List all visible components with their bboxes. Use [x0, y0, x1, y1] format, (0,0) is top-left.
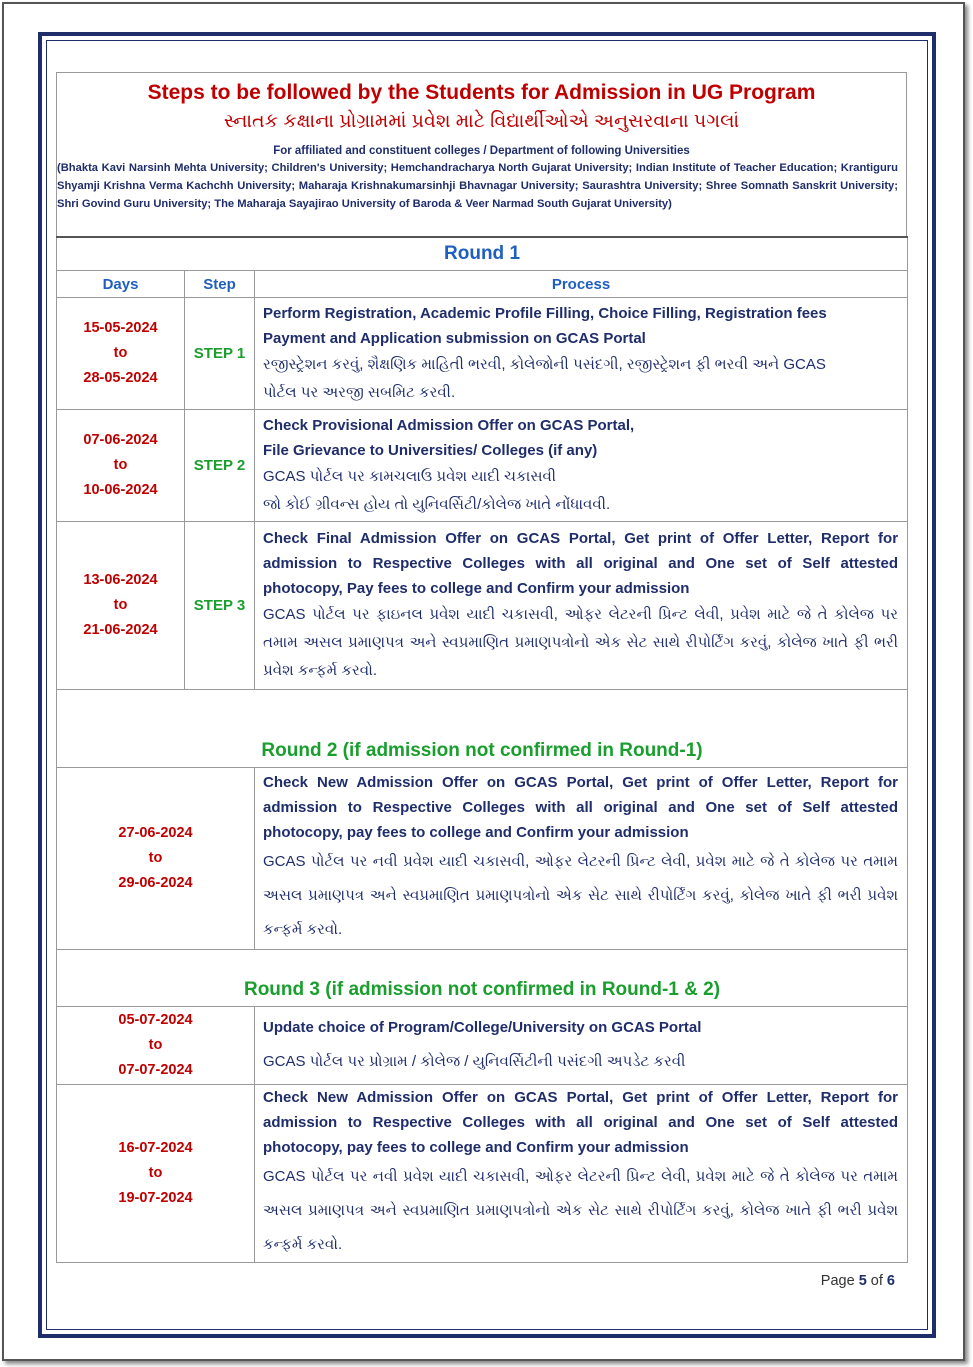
process-cell: [255, 1007, 908, 1085]
process-cell: [255, 768, 908, 950]
date-range: [57, 522, 185, 690]
table-row: [57, 298, 908, 410]
date-from: 07-06-2024: [83, 432, 158, 448]
page-current: 5: [858, 1273, 867, 1289]
process-english-text: Update choice of Program/College/University on GCAS Portal: [263, 1019, 702, 1036]
date-from: 16-07-2024: [118, 1140, 193, 1156]
round2-title: Round 2 (if admission not confirmed in Round-1): [57, 735, 908, 768]
process-english-text: Check New Admission Offer on GCAS Portal, Get print of Offer Letter, Report for admission to Respective Colleges with all original and One set of Self attested photocopy, pay fees to college and Confirm your admission: [263, 1089, 899, 1156]
table-row: [57, 410, 908, 522]
process-english-line: Check Provisional Admission Offer on GCAS Portal,: [263, 416, 635, 434]
step-label: STEP 2: [185, 410, 255, 522]
date-to: 07-07-2024: [118, 1062, 193, 1078]
process-gujarati-line: જો કોઈ ગ્રીવન્સ હોય તો યુનિવર્સિટી/કોલેજ ખાતે નોંધાવવી.: [263, 495, 611, 513]
process-english-line: File Grievance to Universities/ Colleges (if any): [263, 441, 598, 459]
university-list: (Bhakta Kavi Narsinh Mehta University; Children's University; Hemchandracharya North Gujarat University; Indian Institute of Teacher Education; Krantiguru Shyamji Krishna Verma Kachchh University; Maharaja Krishnakumarsinhji Bhavnagar University; Saurashtra University; Shree Somnath Sanskrit University; Shri Govind Guru University; The Maharaja Sayajirao University of Baroda & Veer Narmad South Gujarat University): [57, 162, 898, 210]
process-cell: [255, 298, 908, 410]
page-label: Page: [820, 1273, 855, 1289]
date-range: [57, 298, 185, 410]
process-english-line: Perform Registration, Academic Profile Filling, Choice Filling, Registration fees: [263, 304, 827, 322]
subtitle: For affiliated and constituent colleges / Department of following Universities: [273, 145, 690, 157]
step-label: STEP 3: [185, 522, 255, 690]
process-english-text: Check Final Admission Offer on GCAS Portal, Get print of Offer Letter, Report for admission to Respective Colleges with all original and One set of Self attested photocopy, Pay fees to college and Confirm your admission: [263, 530, 899, 597]
process-cell: [255, 410, 908, 522]
date-range: [57, 1007, 255, 1085]
of-label: of: [870, 1273, 883, 1289]
date-to-label: to: [148, 1165, 163, 1181]
date-to-label: to: [113, 457, 128, 473]
date-to-label: to: [148, 850, 163, 866]
page-number: [821, 1273, 895, 1289]
process-cell: [255, 522, 908, 690]
title-gujarati: સ્નાતક કક્ષાના પ્રોગ્રામમાં પ્રવેશ માટે વિદ્યાર્થીઓએ અનુસરવાના પગલાં: [223, 111, 740, 132]
process-gujarati-text: GCAS પોર્ટલ પર પ્રોગ્રામ / કોલેજ / યુનિવર્સિટીની પસંદગી અપડેટ કરવી: [263, 1053, 686, 1070]
column-header-process: Process: [255, 271, 908, 298]
column-header-step: Step: [185, 271, 255, 298]
date-from: 05-07-2024: [118, 1012, 193, 1028]
process-english-text: Check New Admission Offer on GCAS Portal, Get print of Offer Letter, Report for admission to Respective Colleges with all original and One set of Self attested photocopy, pay fees to college and Confirm your admission: [263, 774, 899, 841]
date-to-label: to: [148, 1037, 163, 1053]
document-content: [56, 72, 907, 1263]
table-row: [57, 1007, 908, 1085]
table-row: [57, 768, 908, 950]
spacer-row: [57, 950, 908, 975]
round3-title: Round 3 (if admission not confirmed in Round-1 & 2): [57, 974, 908, 1007]
process-gujarati-text: GCAS પોર્ટલ પર નવી પ્રવેશ યાદી ચકાસવી, ઓફર લેટરની પ્રિન્ટ લેવી, પ્રવેશ માટે જે તે કોલેજ પર તમામ અસલ પ્રમાણપત્ર અને સ્વપ્રમાણિત પ્રમાણપત્રોનો એક સેટ સાથે રીપોર્ટિંગ કરવું, કોલેજ ખાતે ફી ભરી પ્રવેશ કન્ફર્મ કરવો.: [263, 1168, 899, 1253]
round1-title: Round 1: [57, 237, 908, 271]
process-english-line: Payment and Application submission on GCAS Portal: [263, 329, 646, 347]
date-to-label: to: [113, 597, 128, 613]
admission-steps-table: [56, 236, 908, 1263]
date-to: 10-06-2024: [83, 482, 158, 498]
date-to: 21-06-2024: [83, 622, 158, 638]
table-row: [57, 1085, 908, 1263]
date-to: 19-07-2024: [118, 1190, 193, 1206]
process-cell: [255, 1085, 908, 1263]
date-range: [57, 768, 255, 950]
date-from: 13-06-2024: [83, 572, 158, 588]
process-gujarati-line: રજીસ્ટ્રેશન કરવું, શૈક્ષણિક માહિતી ભરવી, કોલેજોની પસંદગી, રજીસ્ટ્રેશન ફી ભરવી અને GCAS: [263, 355, 826, 373]
process-gujarati-text: GCAS પોર્ટલ પર ફાઇનલ પ્રવેશ યાદી ચકાસવી, ઓફર લેટરની પ્રિન્ટ લેવી, પ્રવેશ માટે જે તે કોલેજ પર તમામ અસલ પ્રમાણપત્ર અને સ્વપ્રમાણિત પ્રમાણપત્રોનો એક સેટ સાથે રીપોર્ટિંગ કરવું, કોલેજ ખાતે ફી ભરી પ્રવેશ કન્ફર્મ કરવો.: [263, 606, 899, 679]
date-to: 29-06-2024: [118, 875, 193, 891]
title-english: Steps to be followed by the Students for Admission in UG Program: [147, 81, 816, 104]
step-label: STEP 1: [185, 298, 255, 410]
date-to-label: to: [113, 345, 128, 361]
date-range: [57, 410, 185, 522]
page-total: 6: [886, 1273, 895, 1289]
date-from: 27-06-2024: [118, 825, 193, 841]
date-range: [57, 1085, 255, 1263]
header-section: [56, 72, 907, 236]
process-gujarati-text: GCAS પોર્ટલ પર નવી પ્રવેશ યાદી ચકાસવી, ઓફર લેટરની પ્રિન્ટ લેવી, પ્રવેશ માટે જે તે કોલેજ પર તમામ અસલ પ્રમાણપત્ર અને સ્વપ્રમાણિત પ્રમાણપત્રોનો એક સેટ સાથે રીપોર્ટિંગ કરવું, કોલેજ ખાતે ફી ભરી પ્રવેશ કન્ફર્મ કરવો.: [263, 853, 899, 938]
column-header-days: Days: [57, 271, 185, 298]
process-gujarati-line: પોર્ટલ પર અરજી સબમિટ કરવી.: [263, 383, 456, 401]
table-row: [57, 522, 908, 690]
date-from: 15-05-2024: [83, 320, 158, 336]
date-to: 28-05-2024: [83, 370, 158, 386]
spacer-row: [57, 690, 908, 736]
process-gujarati-line: GCAS પોર્ટલ પર કામચલાઉ પ્રવેશ યાદી ચકાસવી: [263, 467, 557, 485]
